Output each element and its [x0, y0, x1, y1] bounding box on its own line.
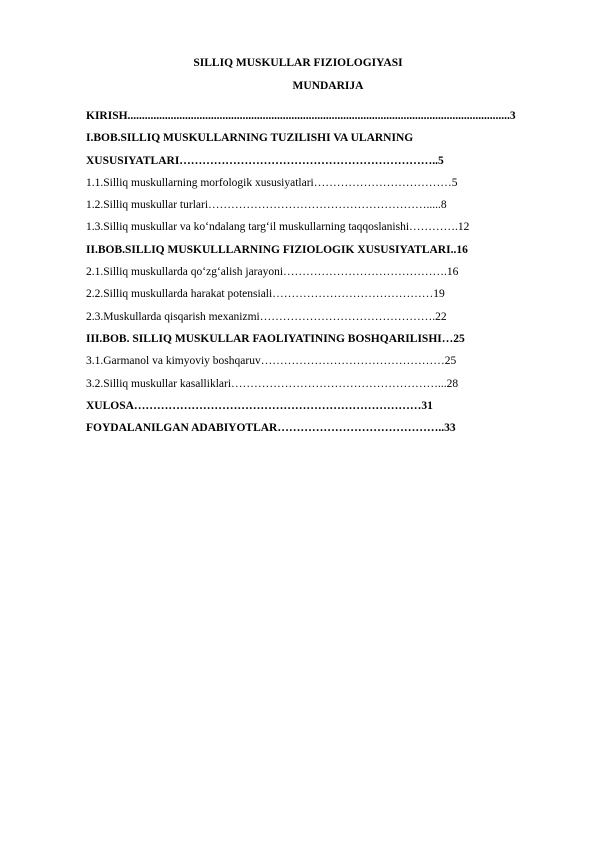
- toc-entry-xulosa: XULOSA…………………………………………………………………31: [86, 399, 433, 412]
- toc-entry-2-3: 2.3.Muskullarda qisqarish mexanizmi……………………………………….22: [86, 310, 447, 323]
- toc-entry-2-1: 2.1.Silliq muskullarda qo‘zg‘alish jarayoni…………………………………….16: [86, 266, 459, 279]
- document-subtitle: MUNDARIJA: [292, 80, 364, 92]
- toc-entry-1-1: 1.1.Silliq muskullarning morfologik xususiyatlari………………………………5: [86, 176, 458, 189]
- document-title: SILLIQ MUSKULLAR FIZIOLOGIYASI: [193, 57, 403, 69]
- toc-entry-kirish: KIRISH.....................................................................................................................................3: [86, 110, 516, 122]
- toc-entry-references: FOYDALANILGAN ADABIYOTLAR……………………………………..33: [86, 422, 456, 435]
- toc-entry-3-1: 3.1.Garmanol va kimyoviy boshqaruv…………………………………………25: [86, 355, 457, 368]
- toc-entry-chapter-2: II.BOB.SILLIQ MUSKULLLARNING FIZIOLOGIK XUSUSIYATLARI..16: [86, 243, 468, 256]
- toc-entry-1-2: 1.2.Silliq muskullar turlari………………………………………………….....8: [86, 199, 447, 212]
- toc-entry-1-3: 1.3.Silliq muskullar va ko‘ndalang targ‘il muskullarning taqqoslanishi………….12: [86, 221, 470, 234]
- toc-entry-chapter-1-part1: I.BOB.SILLIQ MUSKULLARNING TUZILISHI VA ULARNING: [86, 132, 414, 145]
- table-of-contents: [86, 105, 554, 439]
- toc-entry-2-2: 2.2.Silliq muskullarda harakat potensiali……………………………………19: [86, 288, 445, 301]
- toc-entry-chapter-1-part2: XUSUSIYATLARI…………………………………………………………..5: [86, 154, 444, 167]
- toc-entry-chapter-3: III.BOB. SILLIQ MUSKULLAR FAOLIYATINING BOSHQARILISHI…25: [86, 332, 465, 345]
- toc-entry-3-2: 3.2.Silliq muskullar kasalliklari………………………………………………...28: [86, 377, 459, 390]
